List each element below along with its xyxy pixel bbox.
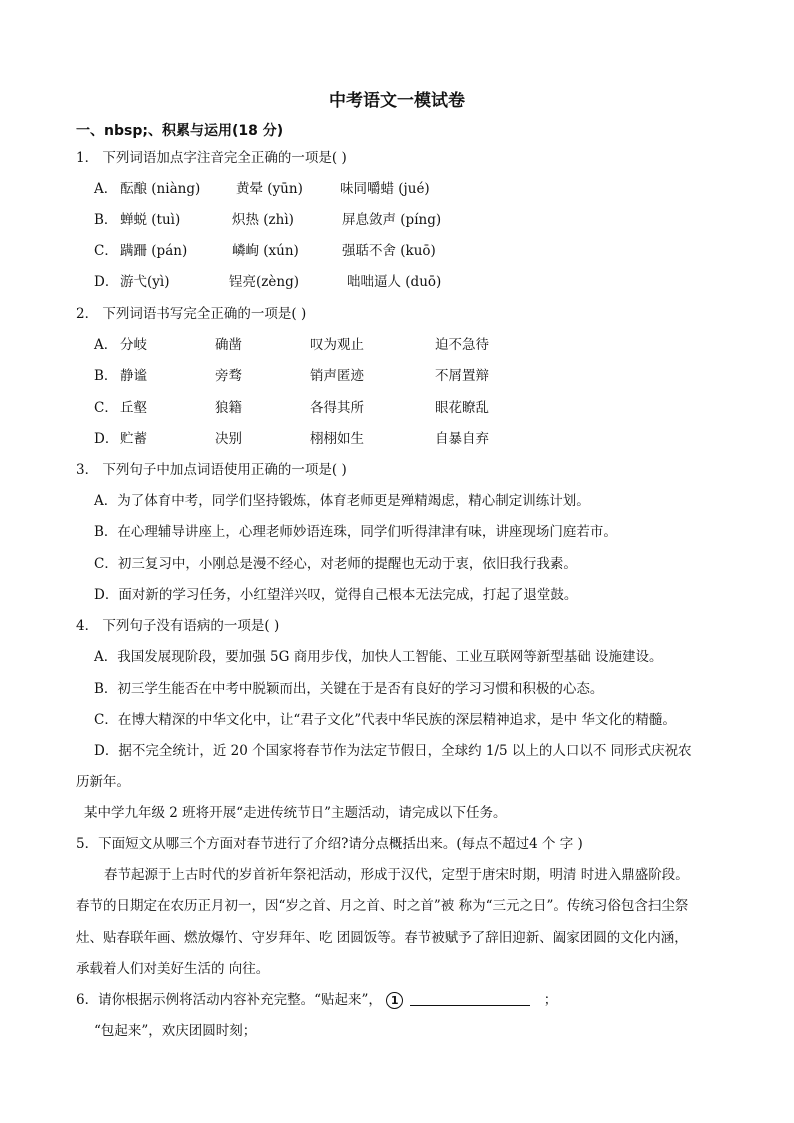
passage-line: 灶、贴春联年画、燃放爆竹、守岁拜年、吃 团圆饭等。春节被赋予了辞旧迎新、阖家团圆的文化内涵， [76,930,688,946]
question-3-stem: 3． 下列句子中加点词语使用正确的一项是( ) [76,462,347,478]
q3-option-d: D．面对新的学习任务，小红望洋兴叹，觉得自己根本无法完成，打起了退堂鼓。 [94,587,578,603]
option-item: 各得其所 [310,400,364,416]
question-2-stem: 2． 下列词语书写完全正确的一项是( ) [76,306,307,322]
option-label: A． [94,337,118,353]
option-item: 栩栩如生 [310,431,364,447]
option-item: 锃亮(zèng) [229,274,299,290]
option-label: B． [94,368,118,384]
q2-option-c [94,396,489,416]
section-heading: 一、nbsp;、积累与运用(18 分) [76,123,284,139]
page-title: 中考语文一模试卷 [329,91,465,111]
activity-intro: 某中学九年级 2 班将开展“走进传统节日”主题活动，请完成以下任务。 [84,805,507,821]
option-item: 静谧 [120,368,147,384]
option-label: C． [94,400,118,416]
option-item: 丘壑 [120,400,147,416]
passage-line: 春节起源于上古时代的岁首祈年祭祀活动，形成于汉代，定型于唐宋时期，明清 时进入鼎盛阶段。 [104,867,689,883]
option-item: 销声匿迹 [310,368,364,384]
option-item: 咄咄逼人 (duō) [347,274,442,290]
option-item: 强聒不舍 (kuō) [342,243,436,259]
option-item: 蝉蜕 (tuì) [120,212,181,228]
option-item: 迫不急待 [435,337,489,353]
option-item: 旁骛 [215,368,242,384]
option-item: 自暴自弃 [435,431,489,447]
option-label: B． [94,212,118,228]
option-item: 狼籍 [215,400,242,416]
q3-option-a: A．为了体育中考，同学们坚持锻炼，体育老师更是殚精竭虑，精心制定训练计划。 [94,493,590,509]
option-label: A． [94,181,118,197]
question-6-line2: “包起来”，欢庆团圆时刻； [94,1023,257,1039]
q1-option-b [94,208,442,228]
question-4-stem: 4． 下列句子没有语病的一项是( ) [76,618,280,634]
option-label: D． [94,431,119,447]
q4-option-d-continuation: 历新年。 [76,774,130,790]
option-item: 叹为观止 [310,337,364,353]
question-5-stem: 5．下面短文从哪三个方面对春节进行了介绍?请分点概括出来。(每点不超过4 个 字 ) [76,836,583,852]
option-label: C． [94,243,118,259]
q4-option-c: C．在博大精深的中华文化中，让“君子文化”代表中华民族的深层精神追求，是中 华文化的精髓。 [94,712,676,728]
q3-option-b: B．在心理辅导讲座上，心理老师妙语连珠，同学们听得津津有味，讲座现场门庭若市。 [94,524,617,540]
answer-blank[interactable] [410,991,530,1006]
option-item: 眼花瞭乱 [435,400,489,416]
passage-line: 承载着人们对美好生活的 向往。 [76,961,270,977]
option-item: 屏息敛声 (píng) [342,212,442,228]
option-item: 味同嚼蜡 (jué) [340,181,430,197]
q3-option-c: C．初三复习中，小刚总是漫不经心，对老师的提醒也无动于衷，依旧我行我素。 [94,556,577,572]
question-6-text: 6．请你根据示例将活动内容补充完整。“贴起来”， [76,992,382,1008]
option-item: 游弋(yì) [120,274,170,290]
q4-option-b: B．初三学生能否在中考中脱颖而出，关键在于是否有良好的学习习惯和积极的心态。 [94,681,604,697]
semicolon: ； [543,992,558,1008]
option-item: 分岐 [120,337,147,353]
question-6-stem [76,988,557,1009]
option-item: 确凿 [215,337,242,353]
passage-line: 春节的日期定在农历正月初一，因“岁之首、月之首、时之首”被 称为“三元之日”。传统习俗包含扫尘祭 [76,898,689,914]
option-label: D． [94,274,119,290]
q4-option-d: D．据不完全统计，近 20 个国家将春节作为法定节假日，全球约 1/5 以上的人口以不 同形式庆祝农 [94,743,692,759]
option-item: 酝酿 (niàng) [120,181,201,197]
question-1-stem: 1． 下列词语加点字注音完全正确的一项是( ) [76,150,347,166]
option-item: 不屑置辩 [435,368,489,384]
q2-option-d [94,427,489,447]
option-item: 贮蓄 [120,431,147,447]
option-item: 黄晕 (yūn) [236,181,303,197]
option-item: 嶙峋 (xún) [232,243,299,259]
circled-number-icon: 1 [386,992,403,1009]
option-item: 炽热 (zhì) [232,212,294,228]
q1-option-c [94,239,436,259]
option-item: 决别 [215,431,242,447]
q1-option-d [94,270,442,290]
q2-option-a [94,333,489,353]
q1-option-a [94,177,430,197]
q2-option-b [94,364,489,384]
option-item: 蹒跚 (pán) [120,243,188,259]
q4-option-a: A．我国发展现阶段，要加强 5G 商用步伐，加快人工智能、工业互联网等新型基础 设施建设。 [94,649,663,665]
